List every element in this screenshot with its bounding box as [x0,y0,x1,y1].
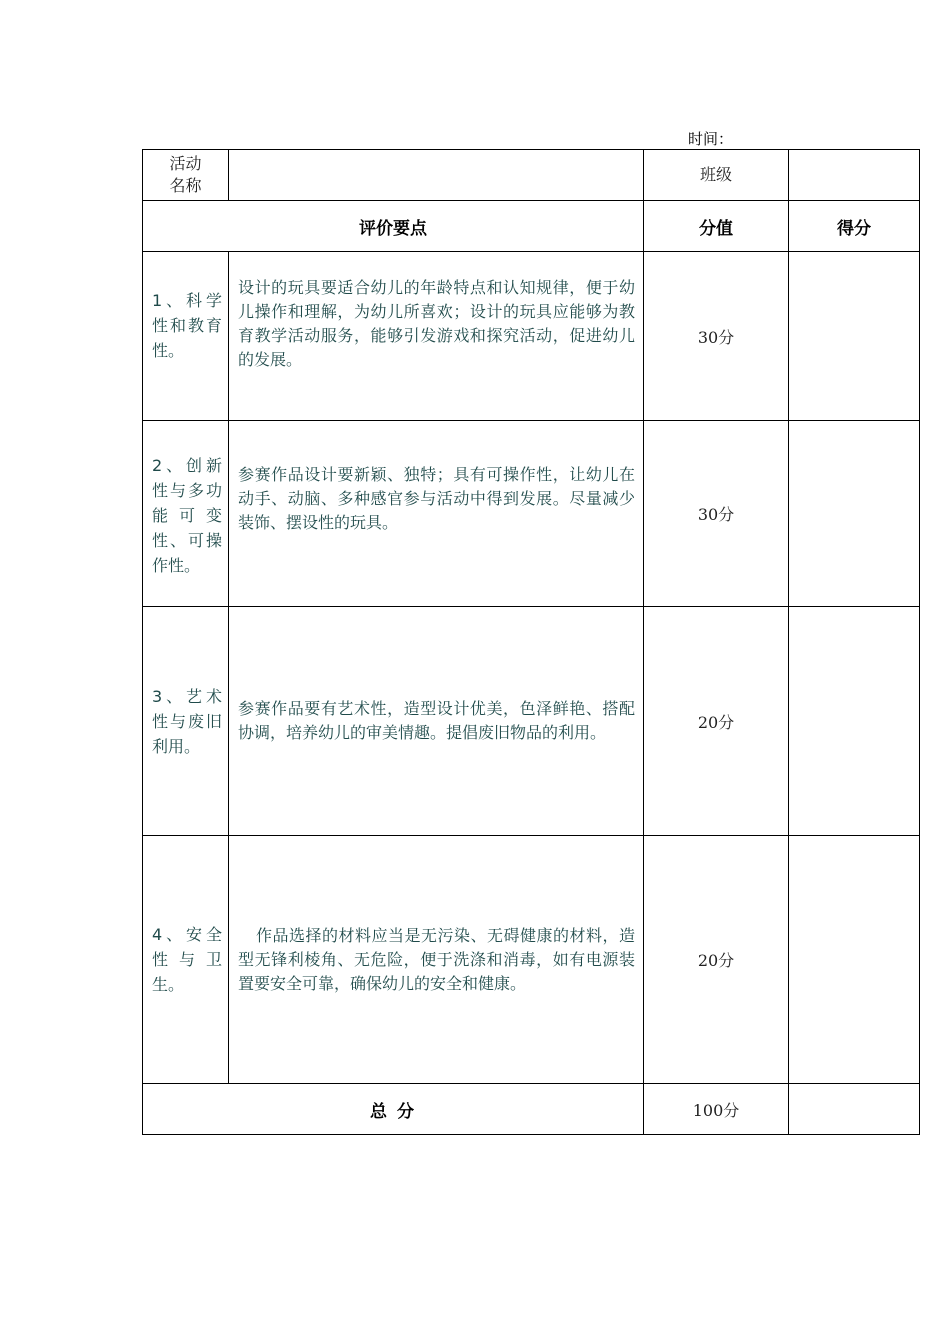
criteria-description-cell [229,607,644,836]
criteria-description-cell [229,252,644,421]
criteria-description: 参赛作品要有艺术性，造型设计优美，色泽鲜艳、搭配协调，培养幼儿的审美情趣。提倡废旧物品的利用。 [238,699,635,742]
total-points: 100分 [644,1084,789,1135]
criteria-row-1 [143,252,920,421]
activity-row [143,150,920,201]
criteria-name-cell [143,836,229,1084]
points-header: 分值 [644,201,789,252]
criteria-score-cell[interactable] [789,252,920,421]
time-label: 时间： [688,130,734,148]
criteria-description: 作品选择的材料应当是无污染、无碍健康的材料，造型无锋利棱角、无危险，便于洗涤和消毒，如有电源装置要安全可靠，确保幼儿的安全和健康。 [238,925,635,993]
criteria-points: 30分 [644,252,789,421]
total-score-cell[interactable] [789,1084,920,1135]
criteria-points: 20分 [644,836,789,1084]
criteria-name: 1、科学性和教育性。 [152,291,222,360]
criteria-name: 2、创新性与多功能可变性、可操作性。 [152,456,222,575]
criteria-score-cell[interactable] [789,836,920,1084]
criteria-header: 评价要点 [143,201,644,252]
criteria-name-cell [143,421,229,607]
class-value-cell[interactable] [789,150,920,201]
criteria-description-cell [229,421,644,607]
class-label: 班级 [699,165,732,184]
criteria-name-cell [143,607,229,836]
criteria-name-cell [143,252,229,421]
criteria-points: 20分 [644,607,789,836]
criteria-row-4 [143,836,920,1084]
criteria-score-cell[interactable] [789,607,920,836]
criteria-description: 设计的玩具要适合幼儿的年龄特点和认知规律，便于幼儿操作和理解，为幼儿所喜欢；设计的玩具应能够为教育教学活动服务，能够引发游戏和探究活动，促进幼儿的发展。 [238,278,635,369]
criteria-description: 参赛作品设计要新颖、独特；具有可操作性，让幼儿在动手、动脑、多种感官参与活动中得到发展。尽量减少装饰、摆设性的玩具。 [238,465,635,532]
criteria-description-cell [229,836,644,1084]
criteria-name: 4、安全性与卫生。 [152,925,222,994]
header-row [143,201,920,252]
evaluation-table [142,149,920,1135]
total-row [143,1084,920,1135]
criteria-row-2 [143,421,920,607]
activity-name-label-cell [143,150,229,201]
total-label: 总 分 [143,1084,644,1135]
criteria-name: 3、艺术性与废旧利用。 [152,686,222,756]
activity-name-label: 活动名称 [169,154,202,195]
criteria-points: 30分 [644,421,789,607]
score-header: 得分 [789,201,920,252]
activity-name-value-cell[interactable] [229,150,644,201]
class-label-cell [644,150,789,201]
criteria-row-3 [143,607,920,836]
criteria-score-cell[interactable] [789,421,920,607]
